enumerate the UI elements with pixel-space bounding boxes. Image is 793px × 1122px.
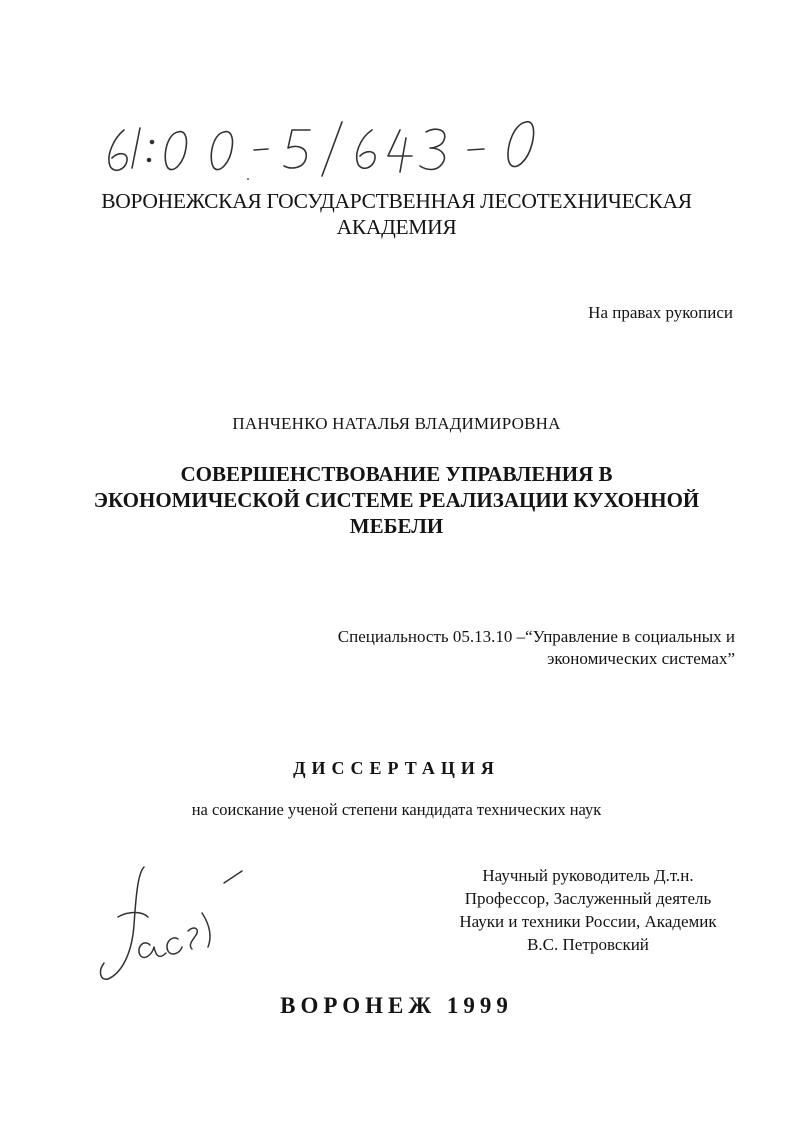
supervisor-line-1: Научный руководитель Д.т.н. <box>482 866 694 885</box>
author-name: ПАНЧЕНКО НАТАЛЬЯ ВЛАДИМИРОВНА <box>232 414 561 433</box>
specialty-line-1: Специальность 05.13.10 –“Управление в социальных и <box>337 627 735 646</box>
institution-line-2: АКАДЕМИЯ <box>336 215 457 239</box>
dissertation-title <box>0 461 793 539</box>
archive-code-handwritten <box>96 100 556 190</box>
signature-handwritten <box>92 855 252 985</box>
supervisor-line-2: Профессор, Заслуженный деятель <box>464 889 712 908</box>
title-line-1: СОВЕРШЕНСТВОВАНИЕ УПРАВЛЕНИЯ В <box>180 462 613 486</box>
scan-speck <box>247 178 249 180</box>
supervisor-line-4: В.С. Петровский <box>527 935 649 954</box>
specialty-line-2: экономических системах” <box>547 649 735 668</box>
manuscript-note: На правах рукописи <box>588 303 733 322</box>
supervisor-line-3: Науки и техники России, Академик <box>459 912 717 931</box>
scientific-supervisor <box>428 864 748 956</box>
specialty <box>338 626 735 670</box>
title-line-2: ЭКОНОМИЧЕСКОЙ СИСТЕМЕ РЕАЛИЗАЦИИ КУХОННОЙ <box>93 488 700 512</box>
degree-sought: на соискание ученой степени кандидата технических наук <box>191 800 602 819</box>
institution-line-1: ВОРОНЕЖСКАЯ ГОСУДАРСТВЕННАЯ ЛЕСОТЕХНИЧЕСКАЯ <box>101 189 692 213</box>
institution-name <box>0 188 793 240</box>
document-type: ДИССЕРТАЦИЯ <box>293 758 500 778</box>
city-year: ВОРОНЕЖ 1999 <box>280 993 513 1018</box>
title-line-3: МЕБЕЛИ <box>349 514 444 538</box>
